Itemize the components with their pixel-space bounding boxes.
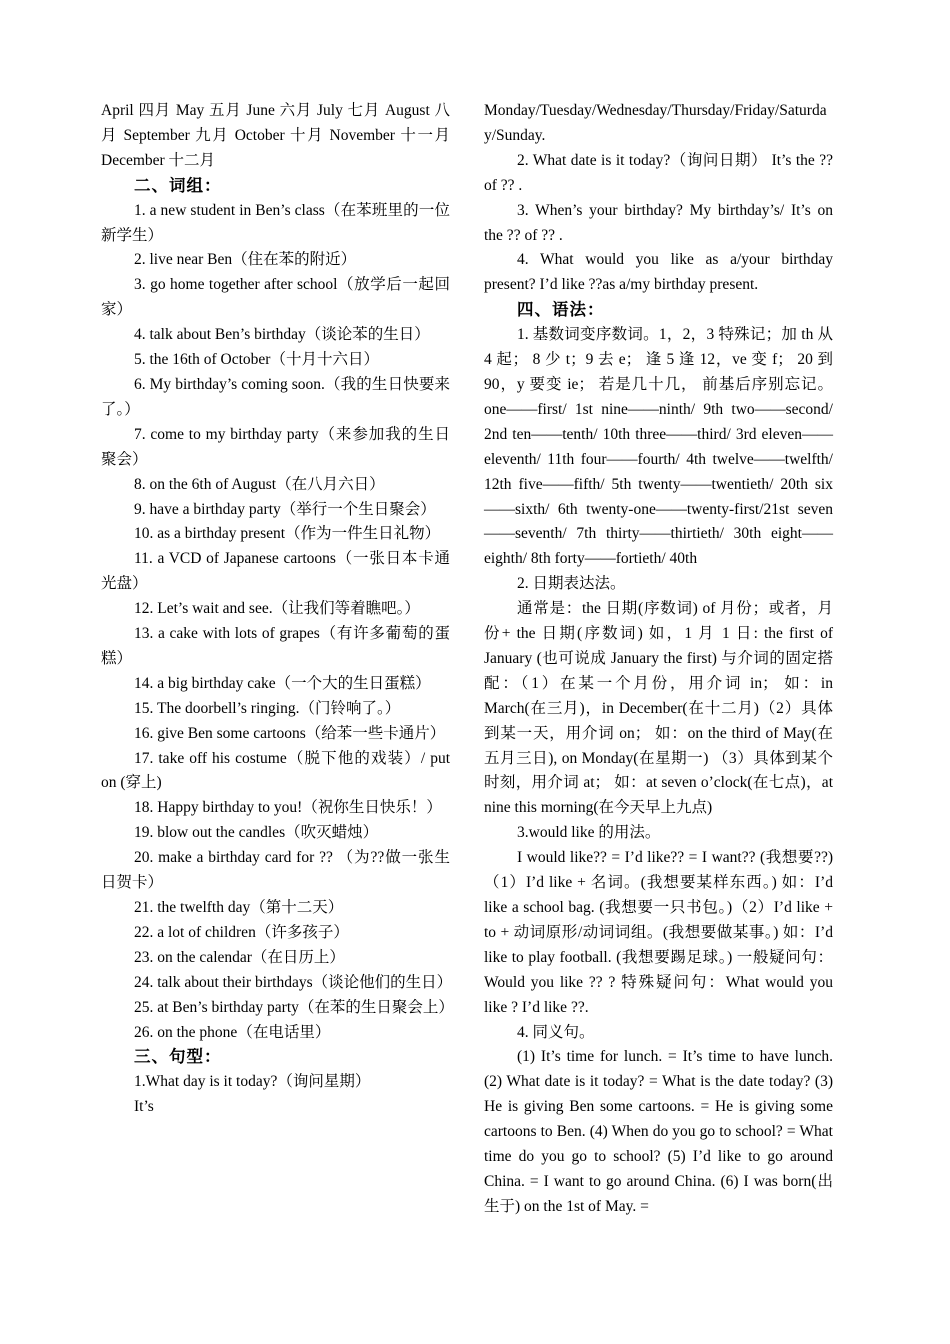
grammar-dates-title: 2. 日期表达法。	[517, 575, 626, 593]
phrase-item: 7. come to my birthday party（来参加我的生日聚会）	[101, 425, 450, 468]
left-column	[101, 99, 454, 1120]
sentence-pattern-1-answer: It’s	[134, 1098, 154, 1116]
days-paragraph: Monday/Tuesday/Wednesday/Thursday/Friday/Saturday/Sunday.	[484, 102, 827, 144]
sentence-pattern-1: 1.What day is it today?（询问星期）	[134, 1073, 371, 1091]
phrase-item: 23. on the calendar（在日历上）	[134, 948, 345, 966]
grammar-dates-body: 通常是：the 日期(序数词) of 月份；或者，月份+ the 日期(序数词) 如，1 月 1 日: the first of January (也可说成 January the first) 与介词的固定搭配：（1）在某一个月份，用介词 in； 如：in March(在三月)，in December(在十二月)（2）具体到某一天，用介词 on； 如：on the third of May(在五月三日), on Monday(在星期一) （3）具体到某个时刻，用介词 at； 如：at seven o’clock(在七点)，at nine this morning(在今天早上九点)	[484, 600, 833, 817]
grammar-would-like-body: I would like?? = I’d like?? = I want?? (我想要??)（1）I’d like + 名词。(我想要某样东西。) 如：I’d like a school bag. (我想要一只书包。)（2）I’d like + to + 动词原形/动词词组。(我想要做某事。) 如：I’d like to play football. (我想要踢足球。) 一般疑问句：Would you like ?? ? 特殊疑问句：What would you like ? I’d like ??.	[484, 849, 833, 1016]
phrase-item: 17. take off his costume（脱下他的戏装）/ put on (穿上)	[101, 749, 450, 792]
phrase-item: 20. make a birthday card for ?? （为??做一张生日贺卡）	[101, 849, 450, 892]
grammar-synonyms-body: (1) It’s time for lunch. = It’s time to have lunch. (2) What date is it today? = What is the date today? (3) He is giving Ben some cartoons. = He is giving some cartoons to Ben. (4) When do you go to school? = What time do you go to school? (5) I’d like to go around China. = I want to go around China. (6) I was born(出生于) on the 1st of May. =	[484, 1048, 833, 1215]
phrase-item: 25. at Ben’s birthday party（在苯的生日聚会上）	[134, 998, 454, 1016]
phrase-item: 1. a new student in Ben’s class（在苯班里的一位新学生）	[101, 201, 450, 244]
phrase-item: 24. talk about their birthdays（谈论他们的生日）	[134, 973, 453, 991]
right-column	[484, 99, 833, 1220]
phrase-item: 15. The doorbell’s ringing.（门铃响了。）	[134, 699, 401, 717]
grammar-ordinals: 1. 基数词变序数词。1，2，3 特殊记；加 th 从 4 起； 8 少 t；9 去 e； 逢 5 逢 12，ve 变 f； 20 到 90，y 要变 ie； 若是几十几， 前基后序别忘记。 one——first/ 1st nine——ninth/ 9th two——second/ 2nd ten——tenth/ 10th three——third/ 3rd eleven——eleventh/ 11th four——fourth/ 4th twelve——twelfth/ 12th five——fifth/ 5th twenty——twentieth/ 20th six——sixth/ 6th twenty-one——twenty-first/21st seven——seventh/ 7th thirty——thirtieth/ 30th eight——eighth/ 8th forty——fortieth/ 40th	[484, 326, 833, 568]
grammar-heading: 四、语法：	[517, 300, 605, 320]
phrase-item: 9. have a birthday party（举行一个生日聚会）	[134, 500, 436, 518]
phrase-item: 12. Let’s wait and see.（让我们等着瞧吧。）	[134, 600, 420, 618]
phrase-item: 3. go home together after school（放学后一起回家）	[101, 276, 450, 319]
sentence-pattern-2: 2. What date is it today?（询问日期） It’s the ?? of ?? .	[484, 151, 833, 194]
phrase-item: 16. give Ben some cartoons（给苯一些卡通片）	[134, 724, 446, 742]
phrase-item: 4. talk about Ben’s birthday（谈论苯的生日）	[134, 326, 430, 344]
sentence-pattern-4: 4. What would you like as a/your birthday present? I’d like ??as a/my birthday present.	[484, 251, 833, 294]
phrase-item: 14. a big birthday cake（一个大的生日蛋糕）	[134, 674, 431, 692]
phrase-item: 2. live near Ben（住在苯的附近）	[134, 251, 357, 269]
phrase-item: 11. a VCD of Japanese cartoons（一张日本卡通光盘）	[101, 550, 450, 593]
phrase-item: 26. on the phone（在电话里）	[134, 1023, 331, 1041]
months-paragraph: April 四月 May 五月 June 六月 July 七月 August 八月 September 九月 October 十月 November 十一月 December 十二月	[101, 102, 450, 169]
phrases-list	[101, 199, 454, 1046]
grammar-synonyms-title: 4. 同义句。	[517, 1023, 595, 1041]
sentence-pattern-3: 3. When’s your birthday? My birthday’s/ It’s on the ?? of ?? .	[484, 201, 833, 244]
phrase-item: 21. the twelfth day（第十二天）	[134, 899, 344, 916]
phrase-item: 19. blow out the candles（吹灭蜡烛）	[134, 824, 379, 842]
sentences-heading: 三、句型：	[134, 1047, 222, 1067]
phrase-item: 18. Happy birthday to you!（祝你生日快乐！）	[134, 799, 442, 817]
phrase-item: 8. on the 6th of August（在八月六日）	[134, 475, 385, 493]
phrase-item: 5. the 16th of October（十月十六日）	[134, 351, 379, 369]
grammar-would-like-title: 3.would like 的用法。	[517, 824, 661, 842]
phrase-item: 6. My birthday’s coming soon.（我的生日快要来了。）	[101, 375, 450, 418]
phrase-item: 22. a lot of children（许多孩子）	[134, 923, 349, 941]
phrase-item: 13. a cake with lots of grapes（有许多葡萄的蛋糕）	[101, 625, 450, 667]
phrases-heading: 二、词组：	[134, 175, 222, 195]
phrase-item: 10. as a birthday present（作为一件生日礼物）	[134, 525, 441, 543]
